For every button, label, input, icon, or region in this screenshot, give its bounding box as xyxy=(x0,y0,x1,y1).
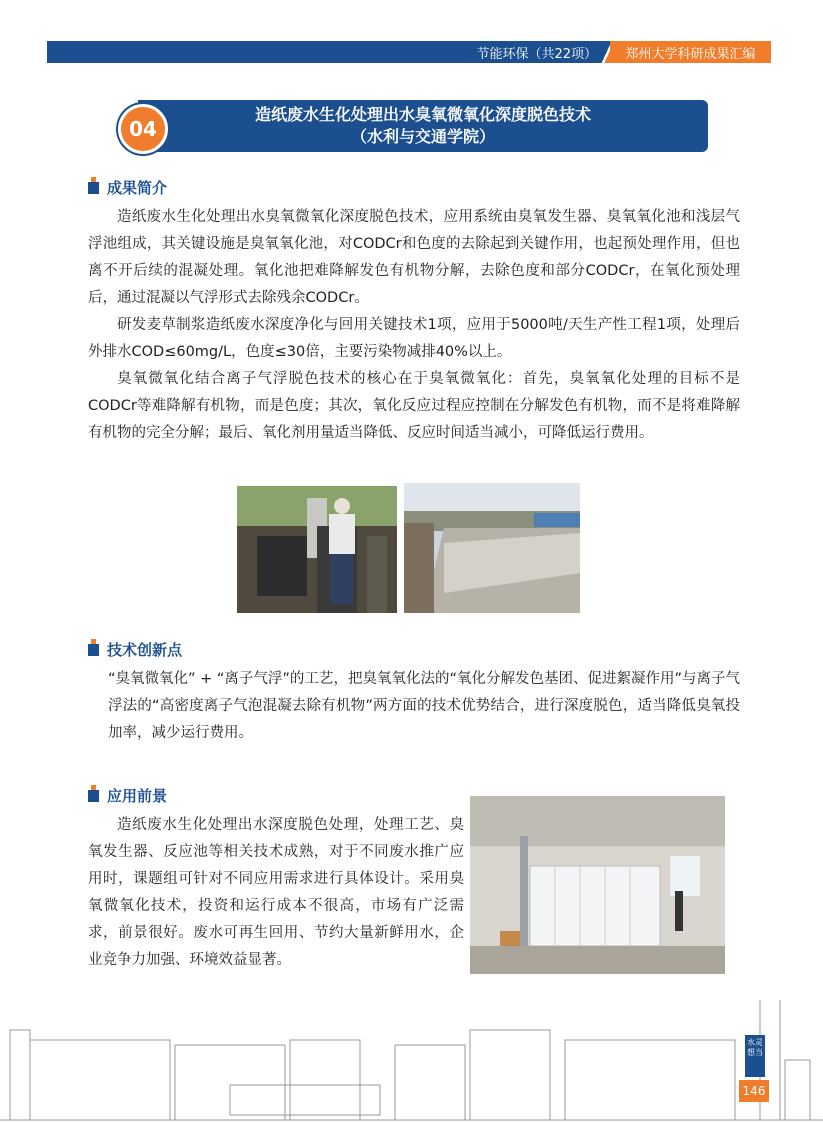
header-section-label: 节能环保（共22项） xyxy=(476,46,597,62)
section-marker-icon xyxy=(88,790,99,802)
intro-paragraph-3: 臭氧微氧化结合离子气浮脱色技术的核心在于臭氧微氧化：首先，臭氧氧化处理的目标不是CODCr等难降解有机物，而是色度；其次，氧化反应过程应控制在分解发色有机物，而不是将难降解有机物的完全分解；最后、氧化剂用量适当降低、反应时间适当减小，可降低运行费用。 xyxy=(88,371,740,441)
photo-treatment-tank xyxy=(404,483,580,613)
section-marker-icon xyxy=(88,644,99,656)
section-heading-intro xyxy=(88,177,167,198)
section-heading-text: 应用前景 xyxy=(107,787,168,805)
photo-ozone-generator-room xyxy=(470,796,725,974)
photo-worker-at-equipment xyxy=(237,486,397,613)
article-number: 04 xyxy=(118,104,168,154)
header-publication: 郑州大学科研成果汇编 xyxy=(610,41,771,63)
section-marker-icon xyxy=(88,182,99,194)
campus-skyline-illustration xyxy=(0,1000,823,1123)
title-line-2: （水利与交通学院） xyxy=(350,127,495,146)
intro-paragraph-2: 研发麦草制浆造纸废水深度净化与回用关键技术1项，应用于5000吨/天生产性工程1项，处理后外排水COD≤60mg/L，色度≤30倍，主要污染物减排40%以上。 xyxy=(88,317,740,360)
title-line-1: 造纸废水生化处理出水臭氧微氧化深度脱色技术 xyxy=(254,105,591,124)
side-tag: 水灵想当 xyxy=(745,1035,765,1077)
intro-paragraph-1: 造纸废水生化处理出水臭氧微氧化深度脱色技术，应用系统由臭氧发生器、臭氧氧化池和浅层气浮池组成，其关键设施是臭氧氧化池，对CODCr和色度的去除起到关键作用，也起预处理作用，但也离不开后续的混凝处理。氧化池把难降解发色有机物分解，去除色度和部分CODCr，在氧化预处理后，通过混凝以气浮形式去除残余CODCr。 xyxy=(88,209,740,306)
page-number: 146 xyxy=(739,1080,769,1102)
article-title xyxy=(138,100,708,152)
article-title-block xyxy=(118,100,708,152)
section-heading-innovation xyxy=(88,639,182,660)
section-heading-prospect xyxy=(88,785,167,806)
section-heading-text: 成果简介 xyxy=(107,179,168,197)
innovation-paragraph: “臭氧微氧化” + “离子气浮”的工艺，把臭氧氧化法的“氧化分解发色基团、促进絮凝作用”与离子气浮法的“高密度离子气泡混凝去除有机物”两方面的技术优势结合，进行深度脱色，适当降低臭氧投加率，减少运行费用。 xyxy=(108,671,740,741)
section-heading-text: 技术创新点 xyxy=(107,641,183,659)
prospect-paragraph: 造纸废水生化处理出水深度脱色处理，处理工艺、臭氧发生器、反应池等相关技术成熟，对于不同废水推广应用时，课题组可针对不同应用需求进行具体设计。采用臭氧微氧化技术，投资和运行成本不很高，市场有广泛需求，前景很好。废水可再生回用、节约大量新鲜用水，企业竞争力加强、环境效益显著。 xyxy=(88,817,464,968)
